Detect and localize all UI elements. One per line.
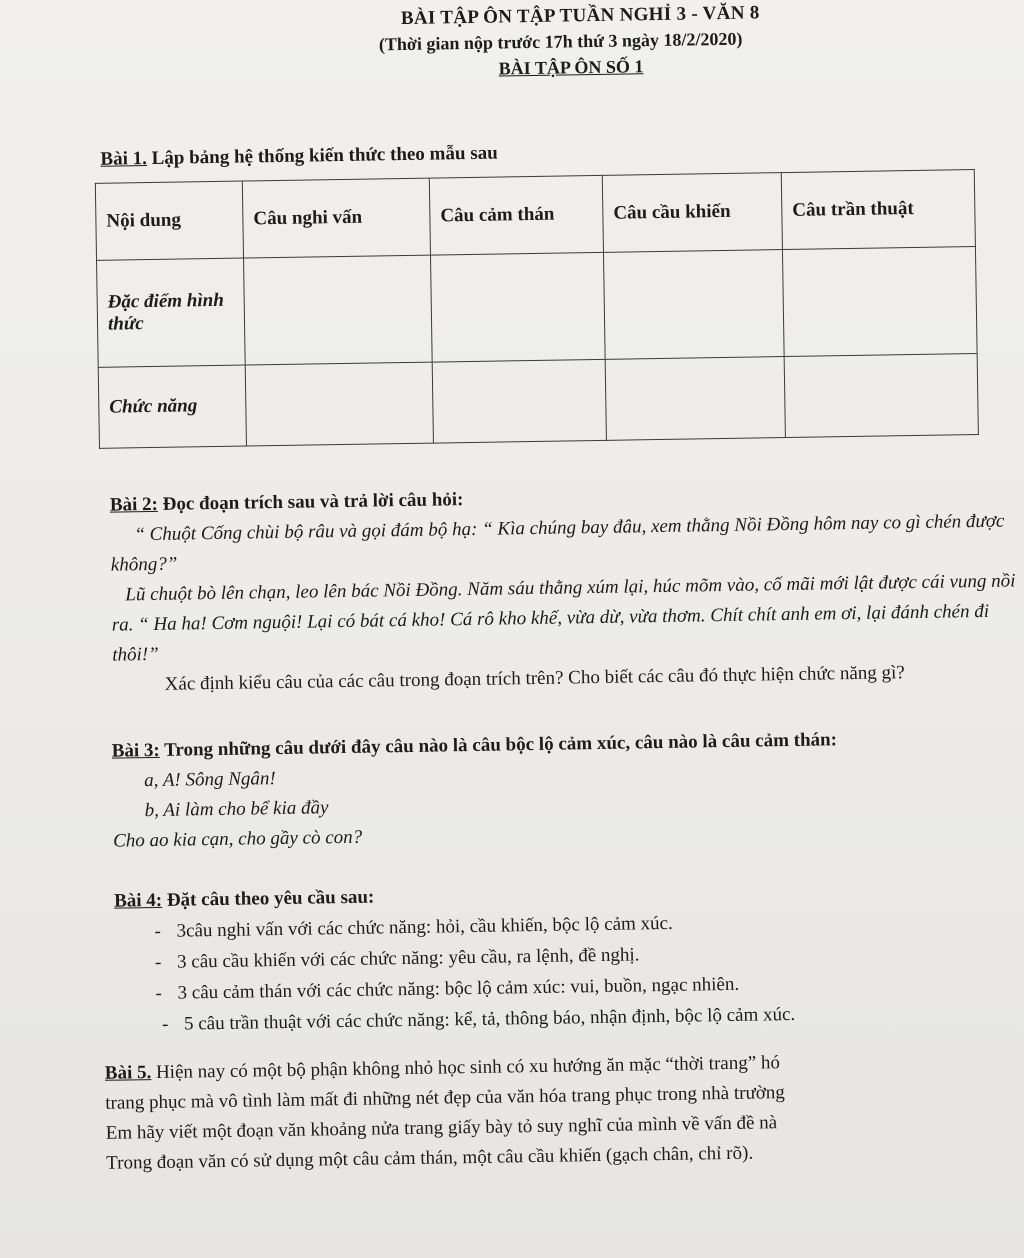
list-item: - 3 câu cảm thán với các chức năng: bộc lộ cảm xúc: vui, buồn, ngạc nhiên.: [155, 964, 1024, 1009]
table-cell: [244, 255, 433, 365]
table-cell: [245, 362, 433, 446]
bai2-quote-1: “ Chuột Cống chùi bộ râu và gọi đám bộ hạ: “ Kìa chúng bay đâu, xem thằng Nồi Đồng hôm nay co gì chén được không?”: [110, 510, 1005, 576]
bai2-label: Bài 2:: [109, 493, 159, 516]
table-cell: [784, 354, 978, 438]
bai2-section: [110, 476, 1018, 700]
bai4-list: [114, 902, 1024, 1040]
list-item: - 5 câu trần thuật với các chức năng: kể, tả, thông báo, nhận định, bộc lộ cảm xúc.: [156, 995, 1024, 1040]
table-cell: [430, 252, 605, 362]
bai4-label: Bài 4:: [113, 889, 163, 912]
bai5-line-3: Em hãy viết một đoạn văn khoảng nửa trang giấy bày tỏ suy nghĩ của mình về vấn đề nà: [105, 1112, 778, 1144]
table-header-cell: Câu trần thuật: [781, 170, 975, 250]
subtitle-text: BÀI TẬP ÔN SỐ 1: [498, 56, 644, 79]
bai4-text: Đặt câu theo yêu cầu sau:: [161, 886, 375, 911]
bai5-section: [105, 1044, 1024, 1179]
table-cell: [782, 247, 977, 357]
row-label-chuc-nang: Chức năng: [98, 365, 246, 448]
row-label-hinh-thuc: Đặc điểm hình thức: [97, 258, 246, 367]
list-item: - 3câu nghi vấn với các chức năng: hỏi, cầu khiến, bộc lộ cảm xúc.: [154, 902, 1024, 947]
table-row: [98, 354, 978, 449]
bai3-label: Bài 3:: [111, 739, 160, 762]
bai3-text: Trong những câu dưới đây câu nào là câu bộc lộ cảm xúc, câu nào là câu cảm thán:: [159, 729, 838, 761]
table-header-cell: Nội dung: [95, 181, 243, 260]
bai3-item-b: b, Ai làm cho bể kia đầy: [144, 797, 329, 822]
bai5-line-2: trang phục mà vô tình làm mất đi những nét đẹp của văn hóa trang phục trong nhà trường: [105, 1082, 785, 1114]
bai1-heading: [100, 139, 498, 175]
bai1-text: Lập bảng hệ thống kiến thức theo mẫu sau: [146, 142, 498, 170]
table-header-cell: Câu nghi vấn: [242, 178, 430, 258]
table-cell: [432, 359, 606, 443]
table-header-row: [95, 170, 975, 261]
table-cell: [603, 250, 784, 360]
bai2-quote-2: Lũ chuột bò lên chạn, leo lên bác Nồi Đồng. Năm sáu thằng xúm lại, húc mõm vào, cố mãi mới lật được cái vung nồi ra. “ Ha ha! Cơm nguội! Lại có bát cá kho! Cá rô kho khế, vừa dừ, vừa thơm. Chít chít anh em ơi, lại đánh chén đi thôi!”: [111, 570, 1016, 666]
worksheet-subtitle: [331, 54, 811, 83]
bai2-question: Xác định kiểu câu của các câu trong đoạn trích trên? Cho biết các câu đó thực hiện chức năng gì?: [164, 662, 905, 695]
bai5-line-1-text: Hiện nay có một bộ phận không nhỏ học sinh có xu hướng ăn mặc “thời trang” hó: [151, 1052, 781, 1084]
bai3-item-b-cont: Cho ao kia cạn, cho gầy cò con?: [112, 826, 363, 852]
bai2-text: Đọc đoạn trích sau và trả lời câu hỏi:: [157, 489, 464, 515]
table-header-cell: Câu cảm thán: [429, 175, 603, 255]
worksheet-title: BÀI TẬP ÔN TẬP TUẦN NGHỈ 3 - VĂN 8: [400, 2, 760, 30]
bai1-label: Bài 1.: [100, 148, 148, 170]
bai3-section: [112, 722, 1024, 856]
bai3-item-a: a, A! Sông Ngân!: [144, 768, 276, 792]
list-item: - 3 câu cầu khiến với các chức năng: yêu cầu, ra lệnh, đề nghị.: [155, 933, 1024, 978]
deadline-note: (Thời gian nộp trước 17h thứ 3 ngày 18/2/2020): [378, 28, 743, 55]
table-cell: [605, 357, 785, 441]
bai5-label: Bài 5.: [104, 1062, 152, 1084]
knowledge-table: [95, 169, 979, 449]
table-header-cell: Câu cầu khiến: [602, 173, 782, 253]
bai4-section: [114, 872, 1024, 1040]
bai5-line-4: Trong đoạn văn có sử dụng một câu cảm thán, một câu cầu khiến (gạch chân, chỉ rõ).: [106, 1142, 754, 1174]
table-row: [97, 247, 978, 368]
worksheet-page: [30, 0, 1024, 1258]
